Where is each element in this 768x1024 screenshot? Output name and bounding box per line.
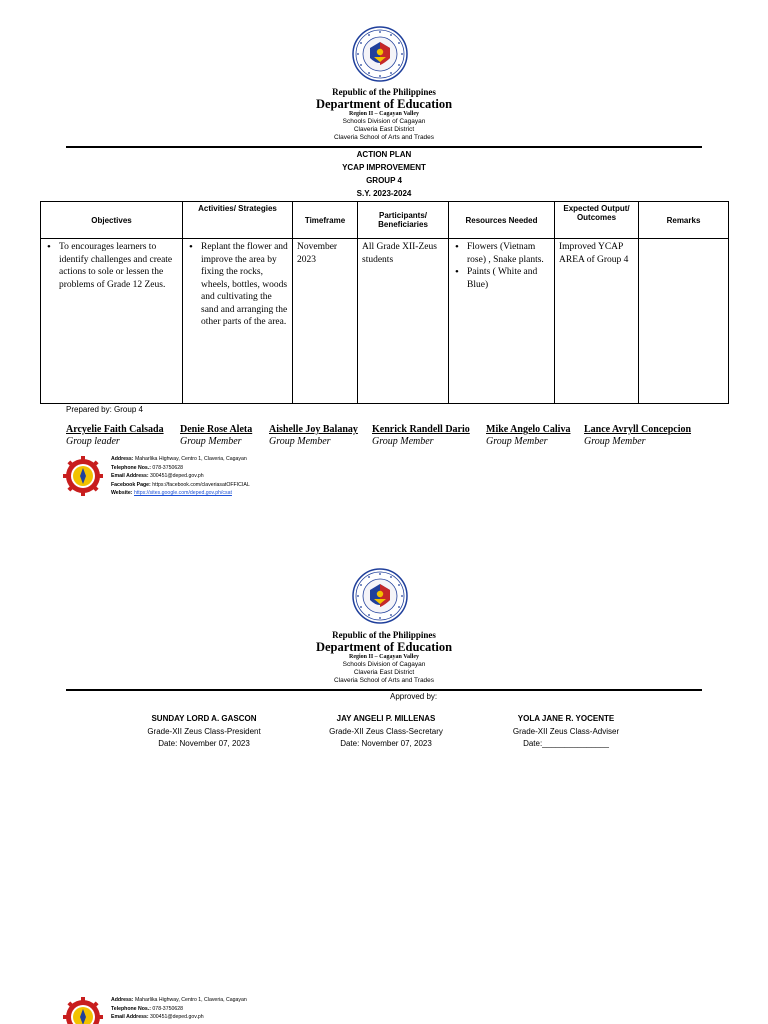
footer-email: Email Address: 300451@deped.gov.ph <box>111 1014 204 1020</box>
table-row <box>41 239 729 404</box>
member-signature <box>66 424 164 447</box>
department-title: Department of Education <box>315 97 453 111</box>
footer-facebook: Facebook Page: https://facebook.com/claveriasatOFFICIAL <box>111 481 250 488</box>
plan-subtitle: YCAP IMPROVEMENT <box>342 163 426 172</box>
objective-cell <box>41 239 183 404</box>
table-header-row <box>41 202 729 239</box>
member-role: Group leader <box>66 436 120 447</box>
republic-text: Republic of the Philippines <box>332 630 436 640</box>
signatory-position: Grade-XII Zeus Class-Secretary <box>329 726 443 736</box>
signatory-name: JAY ANGELI P. MILLENAS <box>336 714 436 723</box>
division-text: Schools Division of Cagayan <box>342 118 426 125</box>
column-header: Participants/ Beneficiaries <box>358 202 449 239</box>
column-header: Activities/ Strategies <box>183 202 293 239</box>
prepared-by-label: Prepared by: Group 4 <box>66 405 143 414</box>
member-signature <box>372 424 470 447</box>
member-role: Group Member <box>486 436 548 447</box>
document-page-2 <box>0 512 768 1024</box>
member-role: Group Member <box>372 436 434 447</box>
column-header: Timeframe <box>293 202 358 239</box>
action-plan-table <box>40 201 729 404</box>
district-text: Claveria East District <box>353 126 415 133</box>
signatory-position: Grade-XII Zeus Class-Adviser <box>512 726 620 736</box>
school-text: Claveria School of Arts and Trades <box>333 134 435 141</box>
signatory-block <box>476 713 656 751</box>
member-name: Mike Angelo Caliva <box>486 424 571 435</box>
resource-item: • Flowers (Vietnam rose) , Snake plants. <box>453 241 550 266</box>
header-divider <box>66 146 702 148</box>
column-header: Remarks <box>639 202 729 239</box>
school-text: Claveria School of Arts and Trades <box>333 677 435 684</box>
letterhead <box>0 87 768 142</box>
approved-by-label: Approved by: <box>390 692 438 701</box>
column-header: Expected Output/ Outcomes <box>555 202 639 239</box>
contact-lines <box>111 996 247 1022</box>
remarks-cell <box>639 239 729 404</box>
division-text: Schools Division of Cagayan <box>342 661 426 668</box>
resource-item: • Paints ( White and Blue) <box>453 266 550 291</box>
signatory-name: SUNDAY LORD A. GASCON <box>151 714 257 723</box>
activity-cell <box>183 239 293 404</box>
footer-address: Address: Maharlika Highway, Centro 1, Claveria, Cagayan <box>111 456 247 462</box>
footer-email: Email Address: 300451@deped.gov.ph <box>111 473 204 479</box>
school-gear-logo-icon <box>62 996 104 1024</box>
member-name: Denie Rose Aleta <box>180 424 253 435</box>
department-title: Department of Education <box>315 640 453 654</box>
timeframe-cell: November 2023 <box>293 239 358 404</box>
activity-item: • Replant the flower and improve the area by fixing the rocks, wheels, bottles, woods and cultivating the sand and arranging the other parts of the area. <box>187 241 288 329</box>
plan-group: GROUP 4 <box>366 176 402 185</box>
signatory-name: YOLA JANE R. YOCENTE <box>517 714 615 723</box>
member-name: Aishelle Joy Balanay <box>269 424 358 435</box>
column-header: Resources Needed <box>449 202 555 239</box>
header-divider <box>66 689 702 691</box>
participants-cell: All Grade XII-Zeus students <box>358 239 449 404</box>
footer-telephone: Telephone Nos.: 078-3750628 <box>111 464 183 471</box>
signatory-position: Grade-XII Zeus Class-President <box>147 726 261 736</box>
signatory-date: Date: November 07, 2023 <box>158 739 250 748</box>
contact-lines <box>111 455 250 498</box>
footer-address: Address: Maharlika Highway, Centro 1, Claveria, Cagayan <box>111 997 247 1003</box>
region-text: Region II – Cagayan Valley <box>348 654 419 660</box>
plan-school-year: S.Y. 2023-2024 <box>356 189 412 198</box>
signatory-block <box>114 713 294 751</box>
member-signature <box>269 424 358 447</box>
member-role: Group Member <box>269 436 331 447</box>
plan-title: ACTION PLAN <box>356 150 412 159</box>
objective-item: • To encourages learners to identify challenges and create actions to sole or lessen the problems of Grade 12 Zeus. <box>45 241 178 291</box>
member-role: Group Member <box>584 436 646 447</box>
footer-telephone: Telephone Nos.: 078-3750628 <box>111 1005 183 1012</box>
region-text: Region II – Cagayan Valley <box>348 111 419 117</box>
member-signature <box>180 424 252 447</box>
deped-seal-icon <box>352 26 408 82</box>
website-link[interactable]: https://sites.google.com/deped.gov.ph/csat <box>133 490 232 496</box>
signatory-block <box>296 713 476 751</box>
member-name: Arcyelie Faith Calsada <box>66 424 164 435</box>
member-role: Group Member <box>180 436 242 447</box>
footer-website: Website: https://sites.google.com/deped.gov.ph/csat <box>111 490 232 496</box>
school-gear-logo-icon <box>62 455 104 497</box>
member-name: Lance Avryll Concepcion <box>584 424 692 435</box>
district-text: Claveria East District <box>353 669 415 676</box>
column-header: Objectives <box>41 202 183 239</box>
signatory-date: Date:_______________ <box>523 739 609 748</box>
letterhead <box>0 630 768 685</box>
resources-cell <box>449 239 555 404</box>
output-cell: Improved YCAP AREA of Group 4 <box>555 239 639 404</box>
deped-seal-icon <box>352 568 408 624</box>
member-signature <box>584 424 691 447</box>
member-signature <box>486 424 570 447</box>
signatory-date: Date: November 07, 2023 <box>340 739 432 748</box>
member-name: Kenrick Randell Dario <box>372 424 470 435</box>
republic-text: Republic of the Philippines <box>332 87 436 97</box>
